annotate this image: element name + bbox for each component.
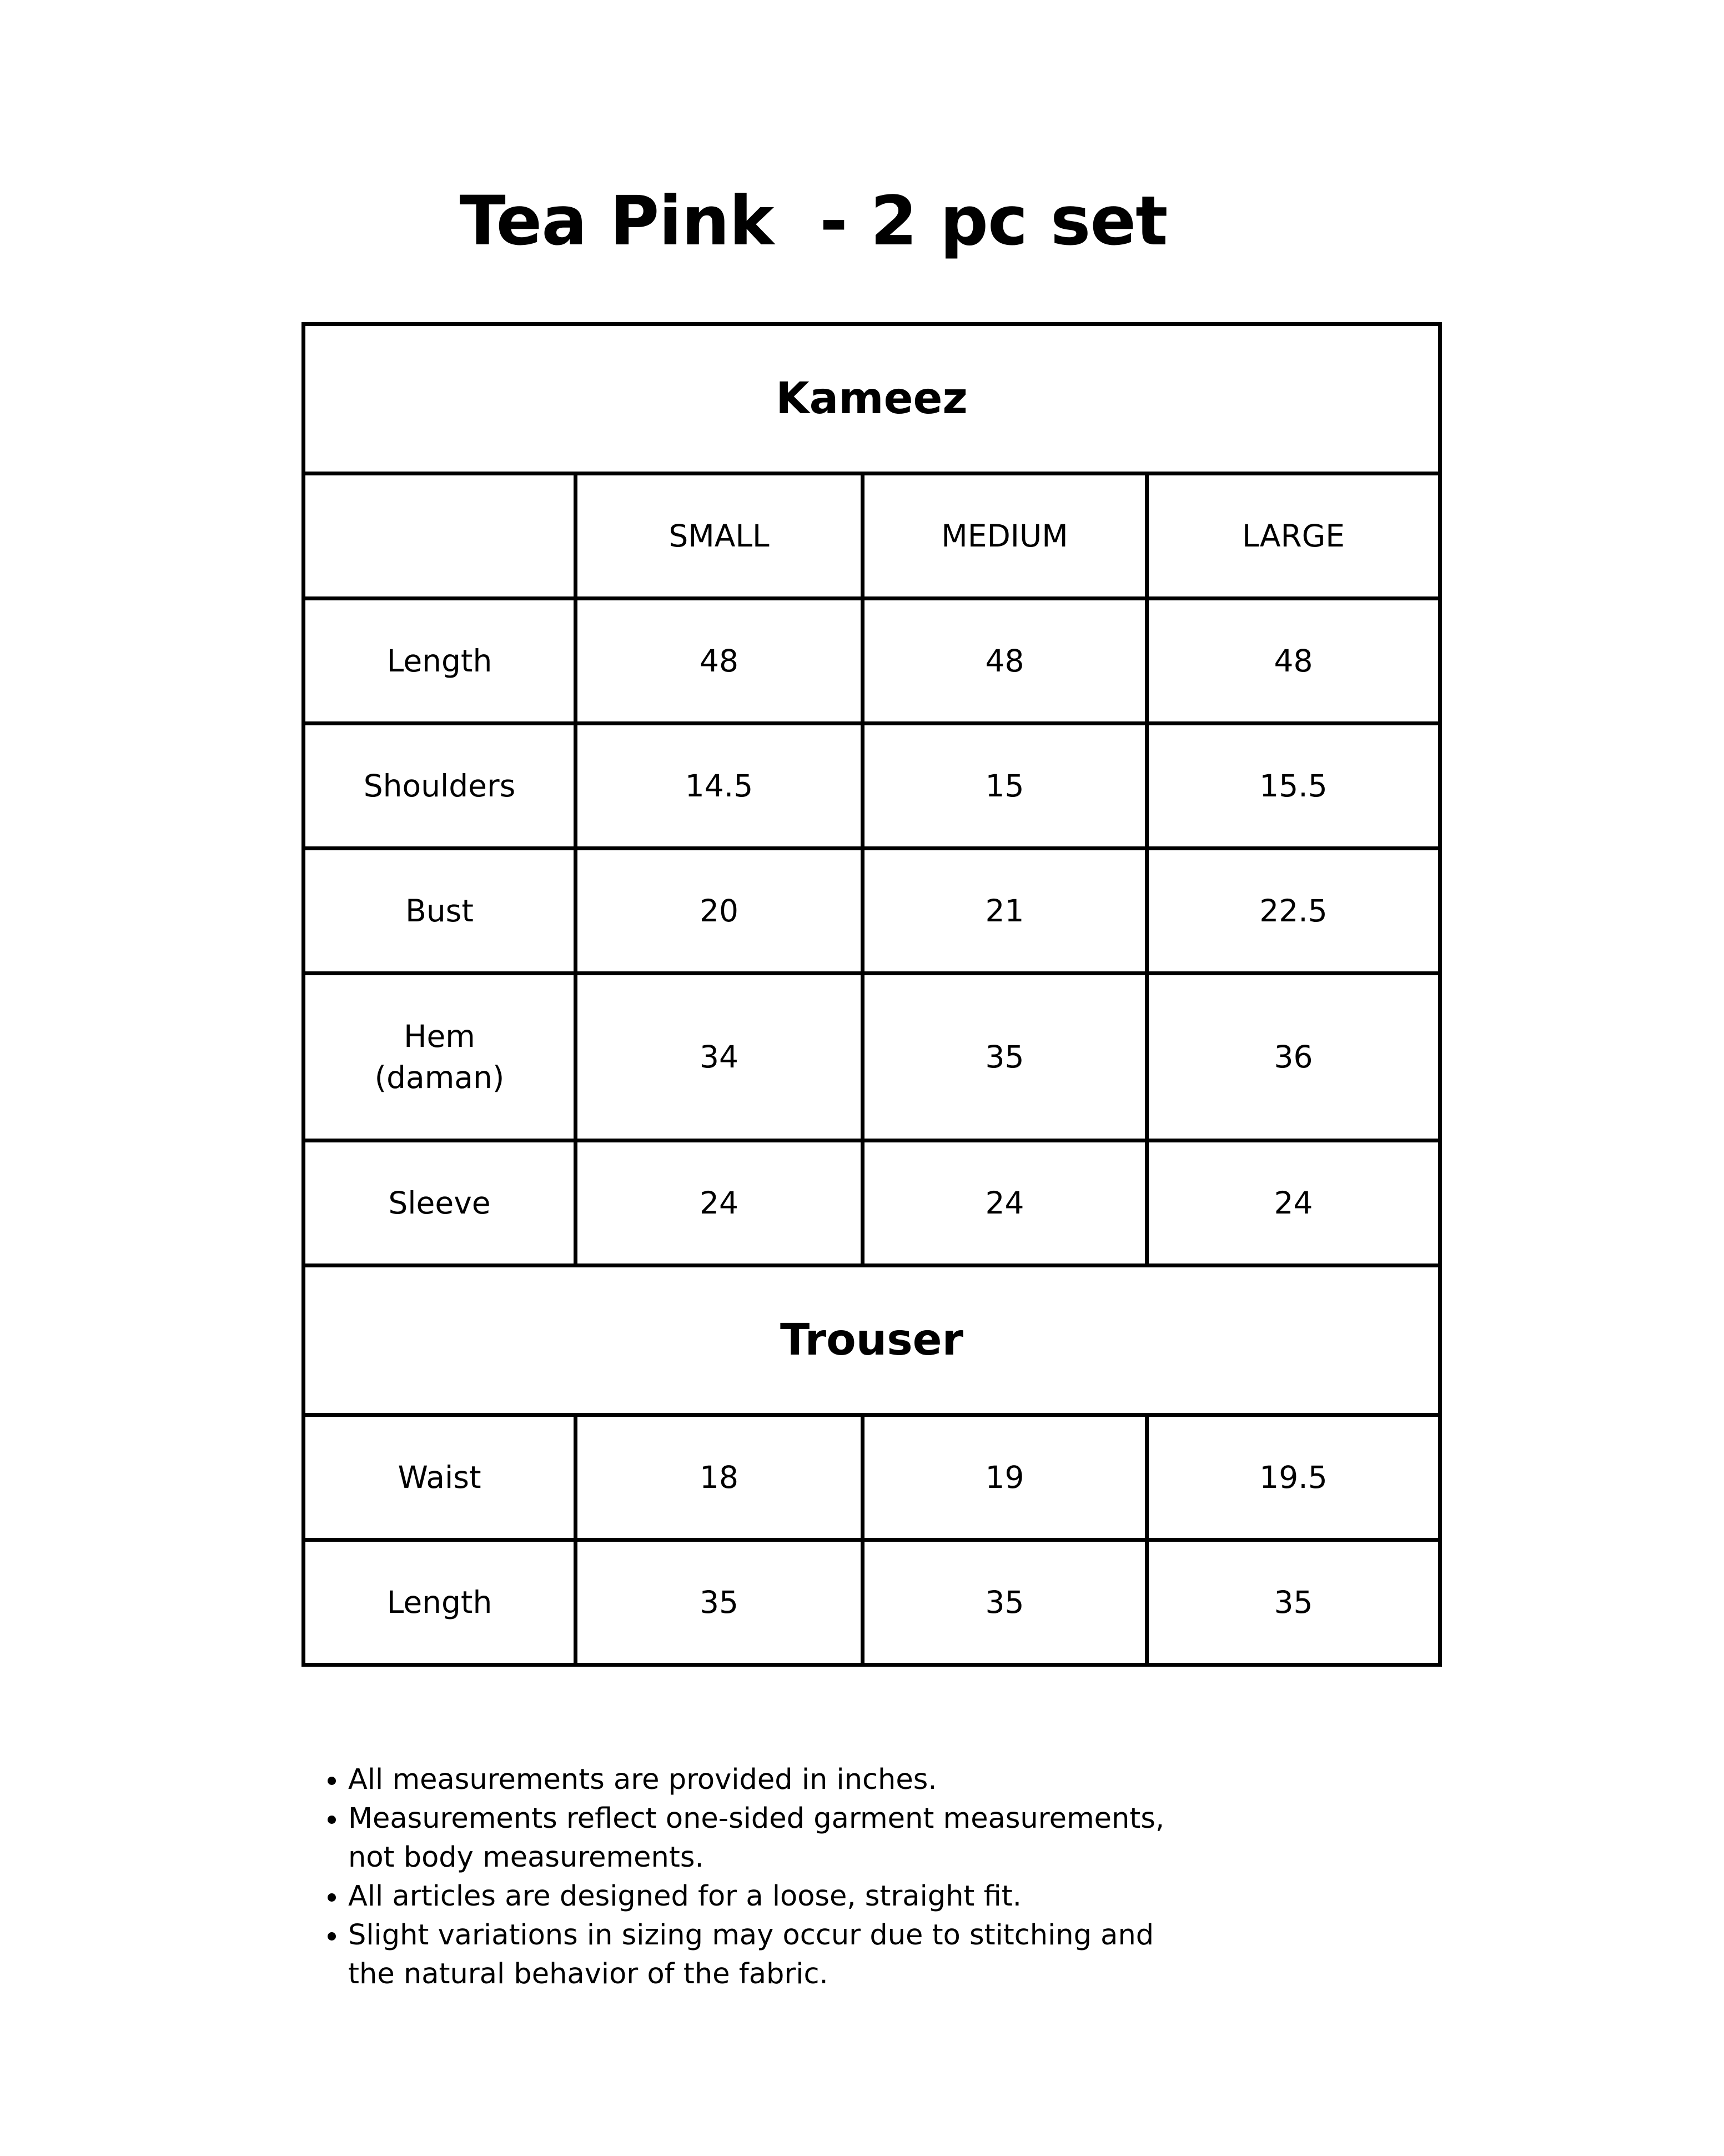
page-title: Tea Pink - 2 pc set [459, 182, 1168, 260]
list-item: • Slight variations in sizing may occur due to stitching and the natural behavior of the fabric. [348, 1916, 1181, 1994]
cell-value: 24 [1147, 1141, 1440, 1266]
size-chart-table [301, 322, 1442, 1667]
trouser-heading: Trouser [304, 1266, 1440, 1415]
row-label: Waist [304, 1415, 576, 1540]
cell-value: 36 [1147, 974, 1440, 1141]
cell-value: 15 [863, 724, 1147, 849]
cell-value: 35 [576, 1540, 863, 1665]
list-item: • All measurements are provided in inches. [348, 1761, 1181, 1799]
cell-value: 18 [576, 1415, 863, 1540]
list-item: • Measurements reflect one-sided garment measurements, not body measurements. [348, 1799, 1181, 1877]
table-row [304, 974, 1440, 1141]
cell-value: 24 [863, 1141, 1147, 1266]
table-row [304, 849, 1440, 974]
kameez-section-row [304, 324, 1440, 474]
cell-value: 48 [863, 599, 1147, 724]
cell-value: 14.5 [576, 724, 863, 849]
row-label: Length [304, 599, 576, 724]
row-label: Hem (daman) [304, 974, 576, 1141]
cell-value: 34 [576, 974, 863, 1141]
header-cell-blank [304, 474, 576, 599]
cell-value: 35 [1147, 1540, 1440, 1665]
row-label: Length [304, 1540, 576, 1665]
header-cell-medium: MEDIUM [863, 474, 1147, 599]
table-row [304, 1141, 1440, 1266]
row-label: Shoulders [304, 724, 576, 849]
table-row [304, 724, 1440, 849]
cell-value: 15.5 [1147, 724, 1440, 849]
notes-list [314, 1761, 1181, 1994]
cell-value: 48 [576, 599, 863, 724]
cell-value: 20 [576, 849, 863, 974]
cell-value: 35 [863, 1540, 1147, 1665]
cell-value: 19 [863, 1415, 1147, 1540]
cell-value: 22.5 [1147, 849, 1440, 974]
table-row [304, 1540, 1440, 1665]
size-header-row [304, 474, 1440, 599]
cell-value: 35 [863, 974, 1147, 1141]
header-cell-large: LARGE [1147, 474, 1440, 599]
header-cell-small: SMALL [576, 474, 863, 599]
trouser-section-row [304, 1266, 1440, 1415]
cell-value: 19.5 [1147, 1415, 1440, 1540]
cell-value: 24 [576, 1141, 863, 1266]
row-label: Sleeve [304, 1141, 576, 1266]
table-row [304, 1415, 1440, 1540]
kameez-heading: Kameez [304, 324, 1440, 474]
row-label: Bust [304, 849, 576, 974]
cell-value: 21 [863, 849, 1147, 974]
cell-value: 48 [1147, 599, 1440, 724]
table-row [304, 599, 1440, 724]
list-item: • All articles are designed for a loose, straight fit. [348, 1877, 1181, 1916]
